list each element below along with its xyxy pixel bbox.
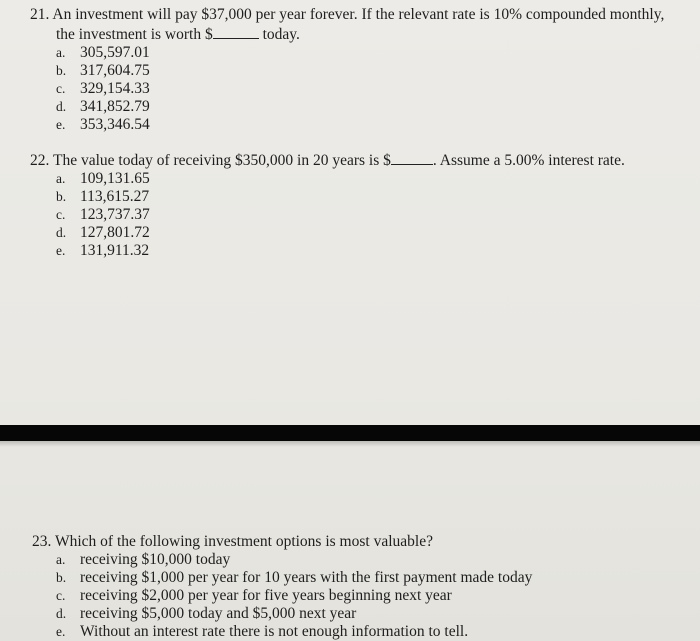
question-21 — [30, 6, 664, 134]
question-23-options — [56, 551, 532, 641]
option-text: receiving $2,000 per year for five years beginning next year — [80, 587, 452, 604]
question-22-text-pre: The value today of receiving $350,000 in 20 years is $ — [52, 152, 391, 169]
page-divider-shadow — [0, 441, 700, 447]
option-letter: a. — [56, 45, 66, 60]
option-d[interactable] — [56, 605, 532, 623]
option-text: receiving $1,000 per year for 10 years with the first payment made today — [80, 569, 533, 586]
option-c[interactable] — [56, 587, 532, 605]
option-text: receiving $5,000 today and $5,000 next year — [80, 605, 357, 622]
question-21-text-pre: the investment is worth $ — [56, 26, 213, 43]
option-letter: e. — [56, 243, 66, 258]
option-text: 353,346.54 — [80, 116, 150, 133]
option-d[interactable] — [56, 98, 664, 116]
option-text: Without an interest rate there is not enough information to tell. — [80, 623, 469, 640]
question-23-text: Which of the following investment options is most valuable? — [54, 533, 433, 550]
question-21-number: 21. — [30, 6, 50, 23]
option-c[interactable] — [56, 206, 625, 224]
question-22-number: 22. — [30, 152, 50, 169]
option-letter: a. — [56, 171, 66, 186]
option-letter: d. — [56, 225, 67, 240]
question-23 — [32, 533, 532, 641]
option-text: 305,597.01 — [80, 44, 150, 61]
option-b[interactable] — [56, 188, 625, 206]
answer-blank — [391, 150, 433, 165]
question-21-text: An investment will pay $37,000 per year forever. If the relevant rate is 10% compounded monthly, — [52, 6, 665, 23]
option-letter: e. — [56, 624, 66, 639]
option-letter: b. — [56, 63, 67, 78]
option-text: 317,604.75 — [80, 62, 150, 79]
option-e[interactable] — [56, 116, 664, 134]
option-d[interactable] — [56, 224, 625, 242]
question-22-options — [56, 170, 625, 260]
option-letter: d. — [56, 99, 67, 114]
question-21-options — [56, 44, 664, 134]
option-text: 329,154.33 — [80, 80, 150, 97]
answer-blank — [213, 24, 259, 39]
option-letter: a. — [56, 552, 66, 567]
option-text: 123,737.37 — [80, 206, 150, 223]
option-letter: d. — [56, 606, 67, 621]
option-letter: b. — [56, 570, 67, 585]
question-23-number: 23. — [32, 533, 52, 550]
option-a[interactable] — [56, 170, 625, 188]
option-text: 109,131.65 — [80, 170, 150, 187]
option-e[interactable] — [56, 623, 532, 641]
option-text: 127,801.72 — [80, 224, 150, 241]
option-letter: c. — [56, 207, 66, 222]
option-letter: e. — [56, 117, 66, 132]
option-b[interactable] — [56, 62, 664, 80]
question-23-stem — [32, 533, 532, 551]
option-letter: c. — [56, 81, 66, 96]
option-text: 341,852.79 — [80, 98, 150, 115]
option-e[interactable] — [56, 242, 625, 260]
option-text: 113,615.27 — [80, 188, 150, 205]
option-letter: b. — [56, 189, 67, 204]
option-b[interactable] — [56, 569, 532, 587]
page-divider-bar — [0, 425, 700, 441]
option-text: 131,911.32 — [80, 242, 150, 259]
option-letter: c. — [56, 588, 66, 603]
question-21-text-post: today. — [262, 26, 300, 43]
question-22 — [30, 150, 625, 260]
option-a[interactable] — [56, 44, 664, 62]
question-21-stem-line2 — [56, 24, 664, 44]
option-c[interactable] — [56, 80, 664, 98]
question-22-stem — [30, 150, 625, 170]
option-a[interactable] — [56, 551, 532, 569]
question-22-text-post: . Assume a 5.00% interest rate. — [432, 152, 625, 169]
option-text: receiving $10,000 today — [80, 551, 231, 568]
question-21-stem-line1 — [30, 6, 664, 24]
